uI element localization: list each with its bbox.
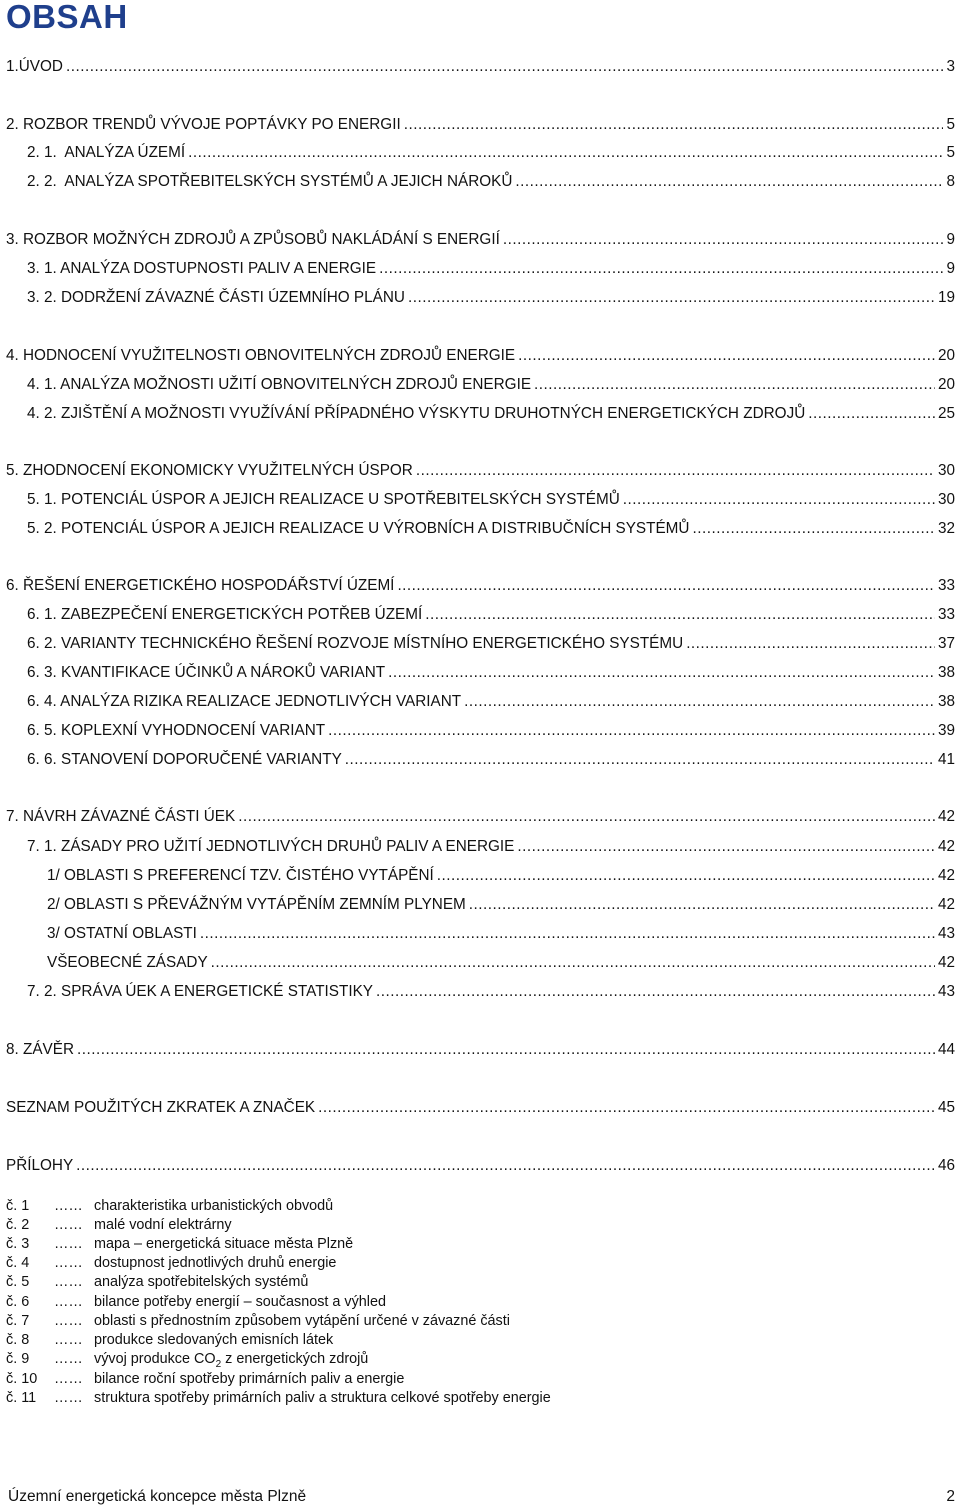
dot-leader	[534, 376, 935, 394]
toc-entry[interactable]	[27, 635, 955, 653]
toc-entry-page: 32	[937, 520, 955, 537]
appendix-number: č. 8	[6, 1332, 30, 1348]
toc-entry-text: 5. 1. POTENCIÁL ÚSPOR A JEJICH REALIZACE U SPOTŘEBITELSKÝCH SYSTÉMŮ	[27, 491, 620, 508]
toc-entry[interactable]	[47, 867, 955, 885]
toc-entry-text: 7. 2. SPRÁVA ÚEK A ENERGETICKÉ STATISTIKY	[27, 983, 373, 1000]
toc-entry[interactable]	[6, 808, 955, 826]
toc-entry[interactable]	[27, 664, 955, 682]
toc-entry-text: 3. ROZBOR MOŽNÝCH ZDROJŮ A ZPŮSOBŮ NAKLÁDÁNÍ S ENERGIÍ	[6, 231, 500, 248]
dot-leader	[469, 896, 935, 914]
toc-entry-page: 9	[946, 260, 955, 277]
appendix-item	[6, 1313, 510, 1329]
appendix-number: č. 1	[6, 1198, 30, 1214]
dot-leader	[692, 520, 935, 538]
appendix-text-pre: vývoj produkce CO	[94, 1351, 216, 1367]
appendix-item	[6, 1255, 336, 1271]
appendix-item	[6, 1351, 368, 1370]
toc-entry-text: 6. 4. ANALÝZA RIZIKA REALIZACE JEDNOTLIVÝCH VARIANT	[27, 693, 462, 710]
appendix-dots: ……	[54, 1274, 83, 1290]
toc-entry[interactable]	[6, 116, 955, 134]
appendix-number: č. 5	[6, 1274, 30, 1290]
appendix-text-post: z energetických zdrojů	[221, 1351, 369, 1367]
appendix-text: charakteristika urbanistických obvodů	[94, 1198, 334, 1214]
toc-entry-text: 6. 6. STANOVENÍ DOPORUČENÉ VARIANTY	[27, 751, 342, 768]
dot-leader	[808, 405, 935, 423]
toc-entry[interactable]	[27, 722, 955, 740]
dot-leader	[328, 722, 935, 740]
toc-entry[interactable]	[27, 289, 955, 307]
toc-entry[interactable]	[47, 925, 955, 943]
toc-entry-text: 5. ZHODNOCENÍ EKONOMICKY VYUŽITELNÝCH ÚSPOR	[6, 462, 413, 479]
toc-entry-page: 3	[946, 58, 955, 75]
dot-leader	[515, 173, 943, 191]
toc-entry-page: 19	[937, 289, 955, 306]
toc-entry-page: 5	[946, 144, 955, 161]
appendix-dots: ……	[54, 1255, 83, 1271]
toc-entry-text: 2. 2. ANALÝZA SPOTŘEBITELSKÝCH SYSTÉMŮ A JEJICH NÁROKŮ	[27, 173, 513, 190]
toc-entry[interactable]	[27, 693, 955, 711]
appendix-dots: ……	[54, 1217, 83, 1233]
dot-leader	[200, 925, 935, 943]
toc-entry-text: 1.ÚVOD	[6, 58, 63, 75]
toc-entry-text: 6. 2. VARIANTY TECHNICKÉHO ŘEŠENÍ ROZVOJE MÍSTNÍHO ENERGETICKÉHO SYSTÉMU	[27, 635, 684, 652]
toc-entry-page: 20	[937, 376, 955, 393]
appendix-number: č. 4	[6, 1255, 30, 1271]
toc-entry-text: 8. ZÁVĚR	[6, 1041, 75, 1058]
appendix-number: č. 6	[6, 1294, 30, 1310]
toc-entry-text: 2/ OBLASTI S PŘEVÁŽNÝM VYTÁPĚNÍM ZEMNÍM PLYNEM	[47, 896, 466, 913]
dot-leader	[376, 983, 935, 1001]
dot-leader	[437, 867, 935, 885]
dot-leader	[464, 693, 935, 711]
toc-entry-page: 33	[937, 577, 955, 594]
toc-entry-text: 4. 1. ANALÝZA MOŽNOSTI UŽITÍ OBNOVITELNÝCH ZDROJŮ ENERGIE	[27, 376, 532, 393]
toc-entry[interactable]	[27, 144, 955, 162]
dot-leader	[686, 635, 935, 653]
footer-document-title: Územní energetická koncepce města Plzně	[8, 1488, 307, 1505]
toc-entry-text: 6. 5. KOPLEXNÍ VYHODNOCENÍ VARIANT	[27, 722, 326, 739]
appendix-item	[6, 1332, 333, 1348]
toc-entry-text: 3/ OSTATNÍ OBLASTI	[47, 925, 197, 942]
dot-leader	[211, 954, 935, 972]
dot-leader	[517, 838, 935, 856]
appendix-item	[6, 1217, 232, 1233]
toc-entry[interactable]	[27, 376, 955, 394]
appendix-item	[6, 1371, 404, 1387]
dot-leader	[188, 144, 943, 162]
toc-entry-text: 6. 1. ZABEZPEČENÍ ENERGETICKÝCH POTŘEB ÚZEMÍ	[27, 606, 423, 623]
appendix-dots: ……	[54, 1294, 83, 1310]
toc-entry[interactable]	[27, 838, 955, 856]
toc-entry-page: 30	[937, 491, 955, 508]
footer-page-number: 2	[946, 1488, 955, 1505]
dot-leader	[518, 347, 935, 365]
toc-entry-text: 6. 3. KVANTIFIKACE ÚČINKŮ A NÁROKŮ VARIANT	[27, 664, 386, 681]
toc-entry[interactable]	[47, 954, 955, 972]
toc-entry[interactable]	[6, 347, 955, 365]
dot-leader	[238, 808, 935, 826]
dot-leader	[318, 1099, 935, 1117]
appendix-dots: ……	[54, 1390, 83, 1406]
toc-entry-text: 6. ŘEŠENÍ ENERGETICKÉHO HOSPODÁŘSTVÍ ÚZEMÍ	[6, 577, 395, 594]
toc-entry[interactable]	[6, 1099, 955, 1117]
toc-entry-page: 8	[946, 173, 955, 190]
toc-entry[interactable]	[6, 1041, 955, 1059]
appendix-number: č. 10	[6, 1371, 38, 1387]
toc-entry[interactable]	[27, 491, 955, 509]
toc-entry-page: 5	[946, 116, 955, 133]
toc-entry[interactable]	[27, 260, 955, 278]
toc-entry-text: 2. ROZBOR TRENDŮ VÝVOJE POPTÁVKY PO ENERGII	[6, 116, 401, 133]
page-title: OBSAH	[6, 0, 128, 35]
toc-entry[interactable]	[27, 520, 955, 538]
toc-entry-text: 4. HODNOCENÍ VYUŽITELNOSTI OBNOVITELNÝCH ZDROJŮ ENERGIE	[6, 347, 516, 364]
appendix-text: bilance roční spotřeby primárních paliv a energie	[94, 1371, 405, 1387]
toc-entry-text: 4. 2. ZJIŠTĚNÍ A MOŽNOSTI VYUŽÍVÁNÍ PŘÍPADNÉHO VÝSKYTU DRUHOTNÝCH ENERGETICKÝCH ZDROJŮ	[27, 405, 806, 422]
appendix-number: č. 11	[6, 1390, 37, 1406]
toc-entry-page: 43	[937, 983, 955, 1000]
appendix-dots: ……	[54, 1371, 83, 1387]
appendix-text	[94, 1351, 368, 1370]
toc-entry-page: 42	[937, 896, 955, 913]
toc-entry-page: 20	[937, 347, 955, 364]
toc-entry-page: 43	[937, 925, 955, 942]
toc-entry[interactable]	[6, 577, 955, 595]
toc-entry-page: 9	[946, 231, 955, 248]
toc-entry[interactable]	[27, 606, 955, 624]
dot-leader	[77, 1041, 935, 1059]
appendix-dots: ……	[54, 1313, 83, 1329]
appendix-number: č. 3	[6, 1236, 30, 1252]
dot-leader	[503, 231, 944, 249]
dot-leader	[408, 289, 935, 307]
toc-entry-text: 2. 1. ANALÝZA ÚZEMÍ	[27, 144, 186, 161]
appendix-text: oblasti s přednostním způsobem vytápění určené v závazné části	[94, 1313, 510, 1329]
toc-entry[interactable]	[6, 1157, 955, 1175]
appendix-number: č. 9	[6, 1351, 30, 1367]
appendix-text-subscript: 2	[215, 1358, 222, 1370]
appendix-text: struktura spotřeby primárních paliv a struktura celkové spotřeby energie	[94, 1390, 551, 1406]
toc-entry-text: 7. NÁVRH ZÁVAZNÉ ČÁSTI ÚEK	[6, 808, 236, 825]
appendix-text: mapa – energetická situace města Plzně	[94, 1236, 354, 1252]
appendix-dots: ……	[54, 1198, 83, 1214]
appendix-number: č. 2	[6, 1217, 30, 1233]
toc-entry-page: 46	[937, 1157, 955, 1174]
toc-entry-page: 42	[937, 838, 955, 855]
dot-leader	[379, 260, 943, 278]
toc-entry-text: SEZNAM POUŽITÝCH ZKRATEK A ZNAČEK	[6, 1099, 316, 1116]
dot-leader	[388, 664, 935, 682]
appendix-text: bilance potřeby energií – současnost a výhled	[94, 1294, 386, 1310]
toc-entry[interactable]	[6, 58, 955, 76]
appendix-item	[6, 1274, 308, 1290]
toc-entry[interactable]	[27, 751, 955, 769]
toc-entry-page: 42	[937, 954, 955, 971]
dot-leader	[397, 577, 935, 595]
dot-leader	[416, 462, 935, 480]
toc-entry-text: 1/ OBLASTI S PREFERENCÍ TZV. ČISTÉHO VYTÁPĚNÍ	[47, 867, 434, 884]
toc-entry-text: VŠEOBECNÉ ZÁSADY	[47, 954, 208, 971]
toc-entry-text: 5. 2. POTENCIÁL ÚSPOR A JEJICH REALIZACE U VÝROBNÍCH A DISTRIBUČNÍCH SYSTÉMŮ	[27, 520, 690, 537]
appendix-item	[6, 1294, 386, 1310]
appendix-text: produkce sledovaných emisních látek	[94, 1332, 334, 1348]
toc-entry[interactable]	[6, 231, 955, 249]
appendix-number: č. 7	[6, 1313, 30, 1329]
toc-entry-page: 33	[937, 606, 955, 623]
toc-entry[interactable]	[27, 173, 955, 191]
appendix-item	[6, 1236, 353, 1252]
toc-entry-page: 37	[937, 635, 955, 652]
appendix-dots: ……	[54, 1351, 83, 1367]
appendix-dots: ……	[54, 1332, 83, 1348]
toc-entry[interactable]	[47, 896, 955, 914]
toc-entry-page: 42	[937, 808, 955, 825]
toc-entry-page: 39	[937, 722, 955, 739]
dot-leader	[404, 116, 944, 134]
toc-entry-text: 3. 1. ANALÝZA DOSTUPNOSTI PALIV A ENERGIE	[27, 260, 377, 277]
appendix-item	[6, 1198, 333, 1214]
dot-leader	[66, 58, 944, 76]
appendix-item	[6, 1390, 551, 1406]
toc-entry[interactable]	[27, 983, 955, 1001]
toc-entry-page: 25	[937, 405, 955, 422]
appendix-text: analýza spotřebitelských systémů	[94, 1274, 309, 1290]
appendix-dots: ……	[54, 1236, 83, 1252]
toc-entry[interactable]	[27, 405, 955, 423]
toc-entry-page: 41	[937, 751, 955, 768]
dot-leader	[425, 606, 935, 624]
toc-entry-page: 38	[937, 664, 955, 681]
toc-entry-text: 3. 2. DODRŽENÍ ZÁVAZNÉ ČÁSTI ÚZEMNÍHO PLÁNU	[27, 289, 405, 306]
toc-entry-text: PŘÍLOHY	[6, 1157, 74, 1174]
dot-leader	[76, 1157, 935, 1175]
toc-entry-text: 7. 1. ZÁSADY PRO UŽITÍ JEDNOTLIVÝCH DRUHŮ PALIV A ENERGIE	[27, 838, 515, 855]
toc-entry[interactable]	[6, 462, 955, 480]
dot-leader	[345, 751, 935, 769]
appendix-text: malé vodní elektrárny	[94, 1217, 232, 1233]
toc-entry-page: 44	[937, 1041, 955, 1058]
toc-entry-page: 42	[937, 867, 955, 884]
toc-entry-page: 38	[937, 693, 955, 710]
toc-entry-page: 30	[937, 462, 955, 479]
appendix-text: dostupnost jednotlivých druhů energie	[94, 1255, 337, 1271]
toc-entry-page: 45	[937, 1099, 955, 1116]
dot-leader	[623, 491, 935, 509]
